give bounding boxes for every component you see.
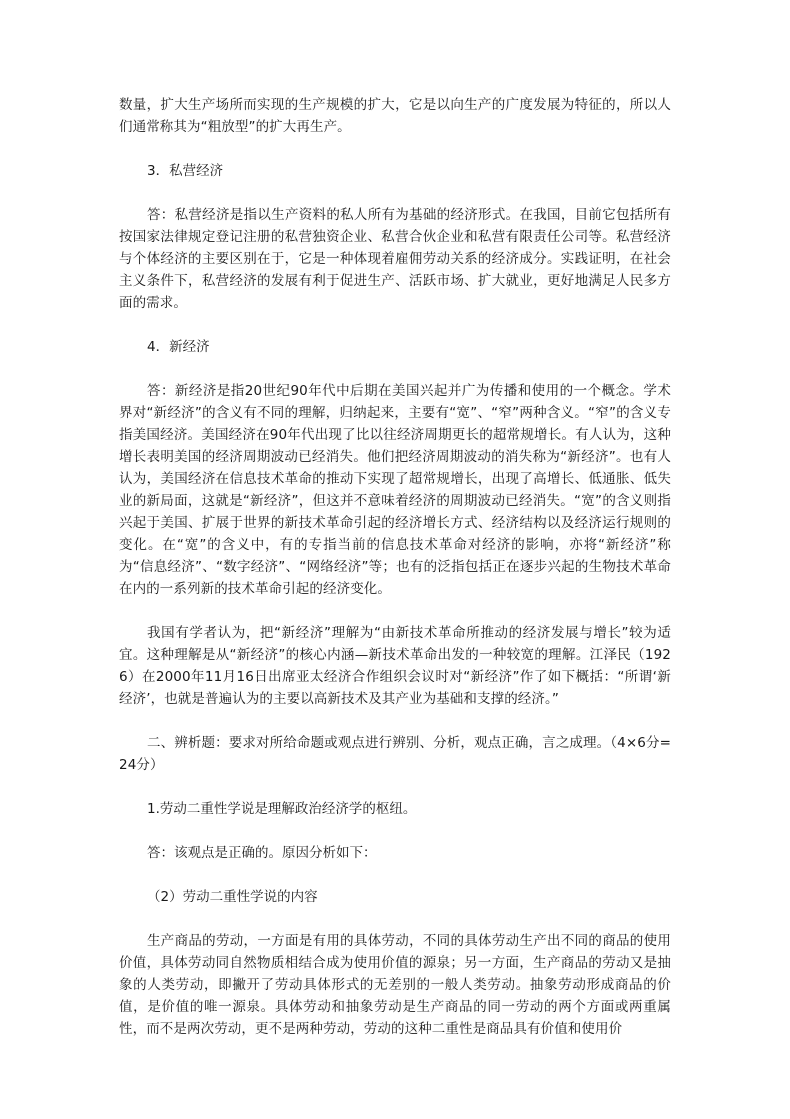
section-heading-analysis: 二、辨析题：要求对所给命题或观点进行辨别、分析，观点正确，言之成理。（4×6分=24分） xyxy=(119,735,671,773)
paragraph-intro: 数量，扩大生产场所而实现的生产规模的扩大，它是以向生产的广度发展为特征的，所以人们通常称其为“粗放型”的扩大再生产。 xyxy=(119,97,671,135)
answer-1: 答：该观点是正确的。原因分析如下： xyxy=(147,845,377,861)
subheading-labor-duality: （2）劳动二重性学说的内容 xyxy=(147,889,318,905)
paragraph-new-economy-2: 我国有学者认为，把“新经济”理解为“由新技术革命所推动的经济发展与增长”较为适宜。这种理解是从“新经济”的核心内涵—新技术革命出发的一种较宽的理解。江泽民（1926）在2000年11月16日出席亚太经济合作组织会议时对“新经济”作了如下概括：“所谓‘新经济’，也就是普遍认为的主要以高新技术及其产业为基础和支撑的经济。” xyxy=(119,625,671,707)
heading-new-economy: 4．新经济 xyxy=(147,339,210,355)
paragraph-private-economy: 答：私营经济是指以生产资料的私人所有为基础的经济形式。在我国，目前它包括所有按国家法律规定登记注册的私营独资企业、私营合伙企业和私营有限责任公司等。私营经济与个体经济的主要区别在于，它是一种体现着雇佣劳动关系的经济成分。实践证明，在社会主义条件下，私营经济的发展有利于促进生产、活跃市场、扩大就业，更好地满足人民多方面的需求。 xyxy=(119,207,671,311)
document-page xyxy=(119,94,671,1040)
heading-private-economy: 3．私营经济 xyxy=(147,163,224,179)
paragraph-labor-duality: 生产商品的劳动，一方面是有用的具体劳动，不同的具体劳动生产出不同的商品的使用价值，具体劳动同自然物质相结合成为使用价值的源泉；另一方面，生产商品的劳动又是抽象的人类劳动，即撇开了劳动具体形式的无差别的一般人类劳动。抽象劳动形成商品的价值，是价值的唯一源泉。具体劳动和抽象劳动是生产商品的同一劳动的两个方面或两重属性，而不是两次劳动，更不是两种劳动，劳动的这种二重性是商品具有价值和使用价 xyxy=(119,933,671,1037)
paragraph-new-economy-1: 答：新经济是指20世纪90年代中后期在美国兴起并广为传播和使用的一个概念。学术界对“新经济”的含义有不同的理解，归纳起来，主要有“宽”、“窄”两种含义。“窄”的含义专指美国经济。美国经济在90年代出现了比以往经济周期更长的超常规增长。有人认为，这种增长表明美国的经济周期波动已经消失。他们把经济周期波动的消失称为“新经济”。也有人认为，美国经济在信息技术革命的推动下实现了超常规增长，出现了高增长、低通胀、低失业的新局面，这就是“新经济”，但这并不意味着经济的周期波动已经消失。“宽”的含义则指兴起于美国、扩展于世界的新技术革命引起的经济增长方式、经济结构以及经济运行规则的变化。在“宽”的含义中，有的专指当前的信息技术革命对经济的影响，亦将“新经济”称为“信息经济”、“数字经济”、“网络经济”等；也有的泛指包括正在逐步兴起的生物技术革命在内的一系列新的技术革命引起的经济变化。 xyxy=(119,383,671,597)
question-1: 1.劳动二重性学说是理解政治经济学的枢纽。 xyxy=(147,801,417,817)
